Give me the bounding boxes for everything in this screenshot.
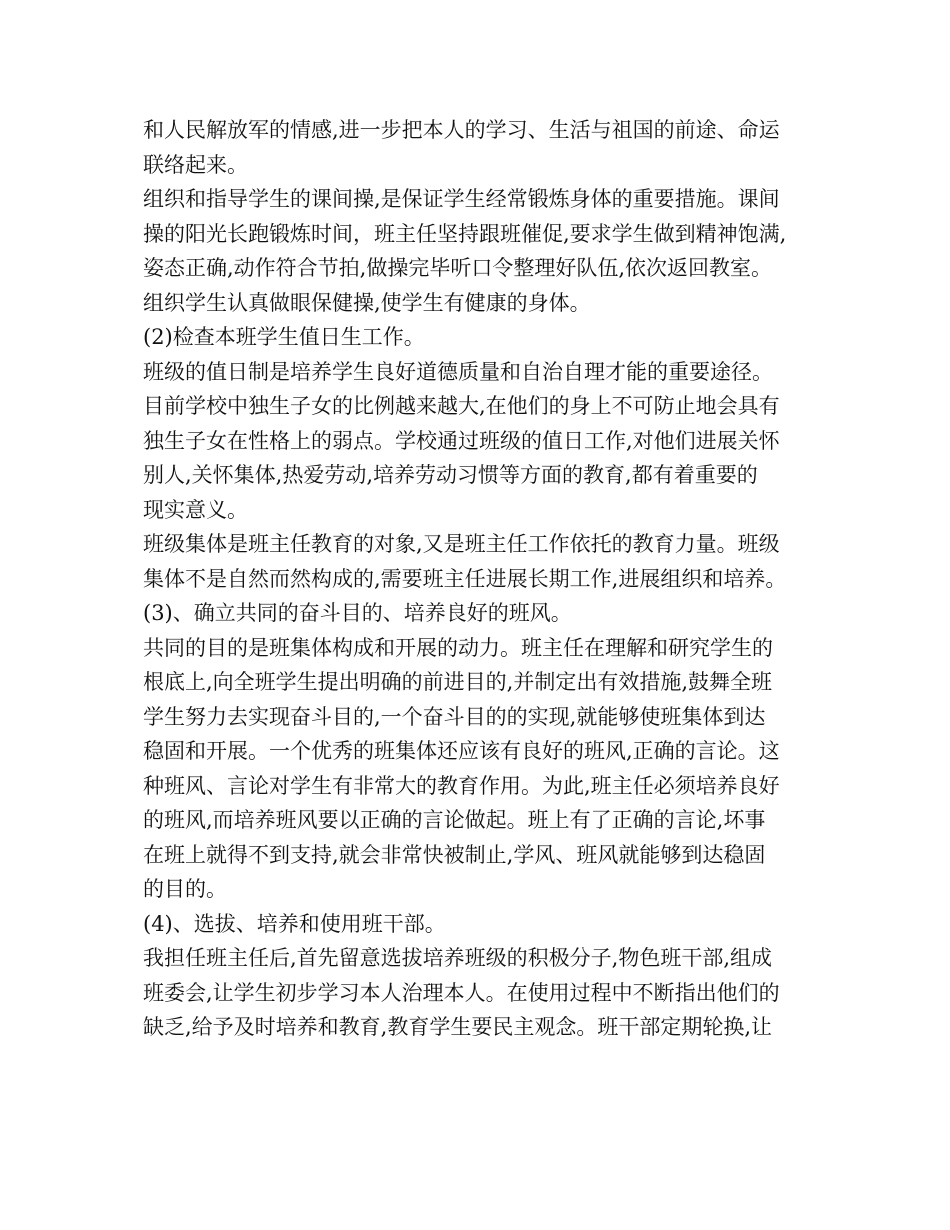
text-line: 缺乏,给予及时培养和教育,教育学生要民主观念。班干部定期轮换,让 [143,1015,773,1039]
text-line: 集体不是自然而然构成的,需要班主任进展长期工作,进展组织和培养。 [143,566,787,591]
text-line: 班委会,让学生初步学习本人治理本人。在使用过程中不断指出他们的 [143,980,780,1005]
text-line: 独生子女在性格上的弱点。学校通过班级的值日工作,对他们进展关怀 [143,428,780,453]
text-line: 联络起来。 [143,152,248,177]
text-line: 组织和指导学生的课间操,是保证学生经常锻炼身体的重要措施。课间 [143,187,780,211]
section-heading: (2)检查本班学生值日生工作。 [143,325,425,349]
text-line: 的目的。 [143,877,227,901]
text-line: 现实意义。 [143,497,248,522]
text-line: 目前学校中独生子女的比例越来越大,在他们的身上不可防止地会具有 [143,394,780,418]
text-line: 班级的值日制是培养学生良好道德质量和自治自理才能的重要途径。 [143,359,773,384]
text-line: 和人民解放军的情感,进一步把本人的学习、生活与祖国的前途、命运 [143,118,780,142]
section-heading: (4)、选拔、培养和使用班干部。 [143,911,446,936]
text-line: 我担任班主任后,首先留意选拔培养班级的积极分子,物色班干部,组成 [143,946,773,970]
text-line: 操的阳光长跑锻炼时间，班主任坚持跟班催促,要求学生做到精神饱满, [143,221,787,246]
text-line: 种班风、言论对学生有非常大的教育作用。为此,班主任必须培养良好 [143,773,780,798]
text-line: 组织学生认真做眼保健操,使学生有健康的身体。 [143,290,591,315]
text-line: 班级集体是班主任教育的对象,又是班主任工作依托的教育力量。班级 [143,532,780,556]
body-text [143,113,823,1045]
text-line: 根底上,向全班学生提出明确的前进目的,并制定出有效措施,鼓舞全班 [143,670,773,694]
text-line: 学生努力去实现奋斗目的,一个奋斗目的的实现,就能够使班集体到达 [143,704,766,729]
text-line: 共同的目的是班集体构成和开展的动力。班主任在理解和研究学生的 [143,635,773,660]
text-line: 在班上就得不到支持,就会非常快被制止,学风、班风就能够到达稳固 [143,842,766,867]
text-line: 姿态正确,动作符合节拍,做操完毕听口令整理好队伍,依次返回教室。 [143,256,773,280]
text-line: 的班风,而培养班风要以正确的言论做起。班上有了正确的言论,坏事 [143,808,766,832]
text-line: 别人,关怀集体,热爱劳动,培养劳动习惯等方面的教育,都有着重要的 [143,463,758,487]
section-heading: (3)、确立共同的奋斗目的、培养良好的班风。 [143,601,572,625]
text-line: 稳固和开展。一个优秀的班集体还应该有良好的班风,正确的言论。这 [143,739,780,763]
